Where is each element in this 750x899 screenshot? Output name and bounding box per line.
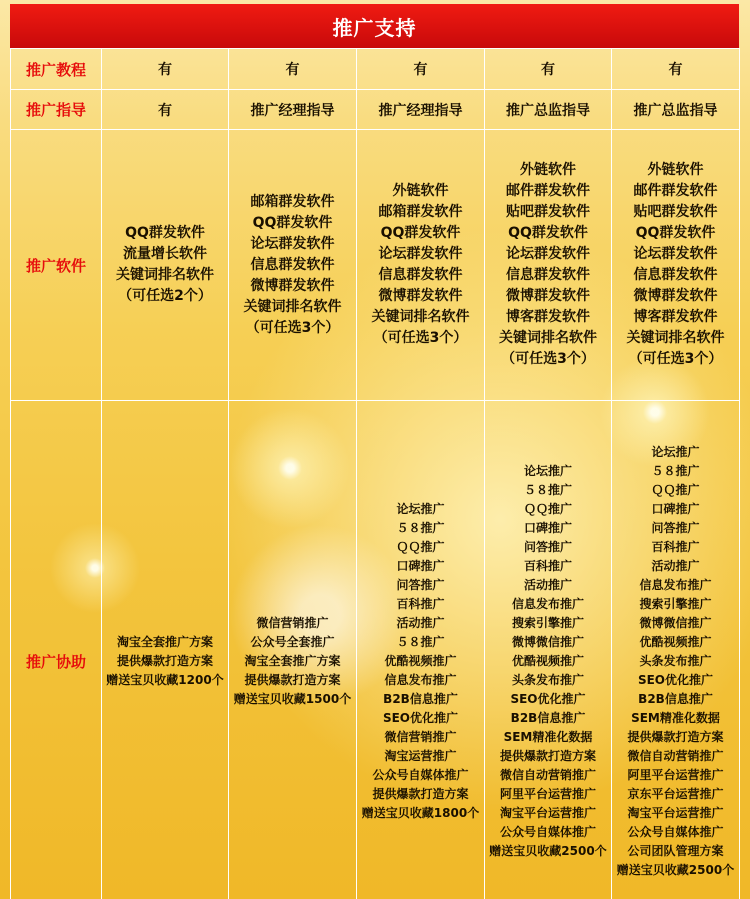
- list-item: 微信自动营销推广: [627, 748, 724, 763]
- list-item: 关键词排名软件: [499, 330, 597, 346]
- list-item: 论坛推广: [651, 444, 700, 459]
- list-item: 论坛群发软件: [633, 246, 718, 262]
- list-item: 活动推广: [651, 558, 700, 573]
- list-item: 外链软件: [520, 162, 576, 178]
- list-item: ５８推广: [651, 463, 700, 478]
- list-item: 关键词排名软件: [371, 309, 470, 325]
- help-cell: [229, 401, 356, 899]
- list-item: 信息群发软件: [378, 267, 463, 283]
- list-item: 头条发布推广: [639, 653, 712, 668]
- list-item: （可任选3个）: [501, 351, 595, 367]
- list-item: 贴吧群发软件: [633, 204, 718, 220]
- list-item: 赠送宝贝收藏2500个: [616, 862, 735, 877]
- list-item: 信息发布推广: [639, 577, 712, 592]
- list-item: QQ群发软件: [635, 225, 716, 241]
- list-item: 博客群发软件: [633, 309, 718, 325]
- list-item: 提供爆款打造方案: [116, 653, 213, 668]
- list-item: 邮件群发软件: [506, 183, 590, 199]
- list-item: 百科推广: [523, 558, 572, 573]
- software-cell: [357, 130, 484, 400]
- list-item: 贴吧群发软件: [506, 204, 590, 220]
- tutorial-value: 有: [668, 62, 683, 78]
- list-item: 论坛群发软件: [378, 246, 463, 262]
- list-item: 搜索引擎推广: [511, 615, 584, 630]
- list-item: 公众号自媒体推广: [499, 824, 596, 839]
- list-item: 提供爆款打造方案: [244, 672, 341, 687]
- list-item: B2B信息推广: [638, 691, 713, 706]
- list-item: QQ群发软件: [508, 225, 588, 241]
- list-item: 论坛群发软件: [250, 235, 335, 252]
- list-item: 微博群发软件: [378, 288, 463, 304]
- list-item: 优酷视频推广: [639, 634, 712, 649]
- software-list: [244, 192, 342, 339]
- list-item: 公司团队管理方案: [627, 843, 724, 858]
- list-item: 活动推广: [523, 577, 572, 592]
- tutorial-value: 有: [158, 62, 172, 78]
- help-list: [362, 500, 479, 823]
- list-item: （可任选3个）: [245, 319, 340, 336]
- grid-line: [739, 48, 740, 899]
- list-item: 信息发布推广: [384, 672, 457, 687]
- help-list: [617, 443, 734, 880]
- list-item: 微博群发软件: [506, 288, 590, 304]
- list-item: 提供爆款打造方案: [499, 748, 596, 763]
- software-list: [627, 160, 725, 370]
- list-item: 搜索引擎推广: [639, 596, 712, 611]
- list-item: 信息群发软件: [250, 256, 335, 273]
- list-item: 论坛推广: [523, 463, 572, 478]
- help-cell: [102, 401, 228, 899]
- software-cell: [102, 130, 228, 400]
- list-item: ５８推广: [523, 482, 572, 497]
- software-list: [372, 181, 470, 349]
- list-item: ＱＱ推广: [523, 501, 572, 516]
- list-item: 问答推广: [523, 539, 572, 554]
- list-item: （可任选3个）: [373, 330, 468, 346]
- list-item: QQ群发软件: [252, 214, 333, 231]
- list-item: ＱＱ推广: [396, 539, 445, 554]
- list-item: 阿里平台运营推广: [499, 786, 596, 801]
- guidance-value: 推广经理指导: [250, 102, 335, 119]
- row-label-guidance: 推广指导: [25, 101, 86, 119]
- list-item: 提供爆款打造方案: [372, 786, 469, 801]
- list-item: 京东平台运营推广: [627, 786, 724, 801]
- list-item: 淘宝全套推广方案: [116, 634, 213, 649]
- software-list: [116, 223, 214, 307]
- list-item: 淘宝平台运营推广: [627, 805, 724, 820]
- guidance-value: 有: [158, 102, 172, 119]
- help-cell: [485, 401, 611, 899]
- list-item: （可任选2个）: [118, 288, 212, 304]
- list-item: 淘宝平台运营推广: [499, 805, 596, 820]
- list-item: 口碑推广: [651, 501, 700, 516]
- help-list: [106, 633, 223, 690]
- list-item: 邮箱群发软件: [250, 193, 335, 210]
- list-item: 邮件群发软件: [633, 183, 718, 199]
- list-item: 问答推广: [396, 577, 445, 592]
- list-item: 信息发布推广: [511, 596, 584, 611]
- list-item: 外链软件: [647, 162, 704, 178]
- list-item: 淘宝全套推广方案: [244, 653, 341, 668]
- list-item: SEO优化推广: [382, 710, 459, 725]
- list-item: 活动推广: [396, 615, 445, 630]
- list-item: B2B信息推广: [510, 710, 586, 725]
- list-item: SEM精准化数据: [503, 729, 593, 744]
- list-item: 微信营销推广: [384, 729, 457, 744]
- help-cell: [357, 401, 484, 899]
- list-item: 淘宝运营推广: [384, 748, 457, 763]
- list-item: 赠送宝贝收藏2500个: [489, 843, 607, 858]
- row-label-help: 推广协助: [25, 652, 86, 671]
- list-item: 外链软件: [392, 183, 449, 199]
- list-item: 公众号自媒体推广: [372, 767, 469, 782]
- list-item: QQ群发软件: [380, 225, 461, 241]
- list-item: 微信自动营销推广: [499, 767, 596, 782]
- list-item: 口碑推广: [523, 520, 572, 535]
- list-item: ５８推广: [396, 520, 445, 535]
- list-item: 论坛推广: [396, 501, 445, 516]
- help-cell: [612, 401, 739, 899]
- list-item: 关键词排名软件: [243, 298, 342, 315]
- list-item: SEO优化推广: [637, 672, 714, 687]
- list-item: 微博群发软件: [633, 288, 718, 304]
- guidance-value: 推广总监指导: [506, 102, 590, 119]
- list-item: 流量增长软件: [123, 246, 207, 262]
- tutorial-value: 有: [413, 62, 428, 78]
- help-list: [489, 462, 606, 861]
- list-item: 邮箱群发软件: [378, 204, 463, 220]
- list-item: 阿里平台运营推广: [627, 767, 724, 782]
- row-label-tutorial: 推广教程: [25, 60, 86, 79]
- list-item: 赠送宝贝收藏1800个: [361, 805, 480, 820]
- list-item: 信息群发软件: [506, 267, 590, 283]
- list-item: 优酷视频推广: [384, 653, 457, 668]
- software-list: [499, 160, 597, 370]
- list-item: 论坛群发软件: [506, 246, 590, 262]
- list-item: 百科推广: [396, 596, 445, 611]
- row-label-software: 推广软件: [25, 256, 86, 275]
- list-item: 百科推广: [651, 539, 700, 554]
- software-cell: [229, 130, 356, 400]
- table-title: 推广支持: [10, 4, 739, 48]
- list-item: QQ群发软件: [125, 225, 205, 241]
- list-item: ＱＱ推广: [651, 482, 700, 497]
- list-item: 关键词排名软件: [116, 267, 214, 283]
- tutorial-value: 有: [285, 62, 300, 78]
- guidance-value: 推广经理指导: [378, 102, 463, 119]
- help-list: [234, 614, 351, 709]
- tutorial-value: 有: [541, 62, 555, 78]
- list-item: 微信营销推广: [256, 615, 329, 630]
- list-item: （可任选3个）: [628, 351, 723, 367]
- list-item: 公众号自媒体推广: [627, 824, 724, 839]
- list-item: 微博微信推广: [639, 615, 712, 630]
- list-item: B2B信息推广: [383, 691, 458, 706]
- list-item: 公众号全套推广: [250, 634, 335, 649]
- list-item: 微博微信推广: [511, 634, 584, 649]
- list-item: 问答推广: [651, 520, 700, 535]
- list-item: SEO优化推广: [510, 691, 586, 706]
- list-item: 信息群发软件: [633, 267, 718, 283]
- list-item: ５８推广: [396, 634, 445, 649]
- list-item: 微博群发软件: [250, 277, 335, 294]
- list-item: SEM精准化数据: [631, 710, 720, 725]
- list-item: 提供爆款打造方案: [627, 729, 724, 744]
- list-item: 赠送宝贝收藏1200个: [106, 672, 224, 687]
- list-item: 口碑推广: [396, 558, 445, 573]
- list-item: 关键词排名软件: [626, 330, 725, 346]
- software-cell: [612, 130, 739, 400]
- list-item: 头条发布推广: [511, 672, 584, 687]
- software-cell: [485, 130, 611, 400]
- list-item: 赠送宝贝收藏1500个: [233, 691, 352, 706]
- list-item: 博客群发软件: [506, 309, 590, 325]
- guidance-value: 推广总监指导: [633, 102, 718, 119]
- list-item: 优酷视频推广: [511, 653, 584, 668]
